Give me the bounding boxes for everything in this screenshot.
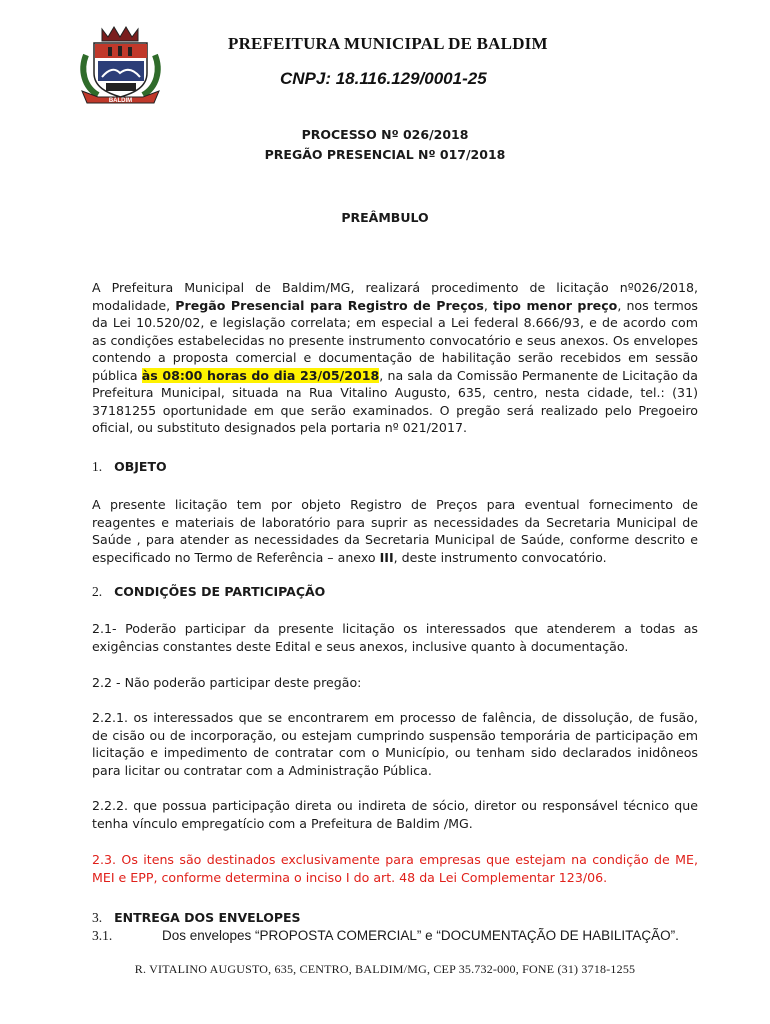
header-cnpj: CNPJ: 18.116.129/0001-25 xyxy=(280,69,487,88)
page-footer-address: R. VITALINO AUGUSTO, 635, CENTRO, BALDIM/MG, CEP 35.732-000, FONE (31) 3718-1255 xyxy=(134,962,636,976)
pregao-number: PREGÃO PRESENCIAL Nº 017/2018 xyxy=(264,147,506,162)
item-2-2-1: 2.2.1. os interessados que se encontrarem em processo de falência, de dissolução, de fusão, de cisão ou de incorporação, ou estejam cumprindo suspensão temporária de participação em licitação e impedimento de contratar com o Município, ou tenham sido declarados inidôneos para licitar ou contratar com a Administração Pública. xyxy=(92,710,698,778)
item-2-1: 2.1- Poderão participar da presente licitação os interessados que atenderem a todas as exigências constantes deste Edital e seus anexos, inclusive quanto à documentação. xyxy=(92,621,698,654)
section-envelopes-heading: 3. ENTREGA DOS ENVELOPES xyxy=(92,910,301,925)
section-participacao-heading: 2. CONDIÇÕES DE PARTICIPAÇÃO xyxy=(92,584,326,599)
subsection-text: Dos envelopes “PROPOSTA COMERCIAL” e “DOCUMENTAÇÃO DE HABILITAÇÃO”. xyxy=(162,928,679,943)
subsection-number: 3.1. xyxy=(92,928,113,943)
preambulo-heading: PREÂMBULO xyxy=(341,210,429,225)
objeto-paragraph: A presente licitação tem por objeto Registro de Preços para eventual fornecimento de reagentes e materiais de laboratório para suprir as necessidades da Secretaria Municipal de Saúde , para atender as necessidades da Secretaria Municipal de Saúde, conforme descrito e especificado no Termo de Referência – anexo III, deste instrumento convocatório. xyxy=(92,497,698,565)
item-2-2: 2.2 - Não poderão participar deste pregão: xyxy=(92,675,362,690)
preambulo-paragraph: A Prefeitura Municipal de Baldim/MG, realizará procedimento de licitação nº026/2018, modalidade, Pregão Presencial para Registro de Preços, tipo menor preço, nos termos da Lei 10.520/02, e legislação correlata; em especial a Lei federal 8.666/93, e de acordo com as condições estabelecidas no presente instrumento convocatório e seus anexos. Os envelopes contendo a proposta comercial e documentação de habilitação serão recebidos em sessão pública às 08:00 horas do dia 23/05/2018, na sala da Comissão Permanente de Licitação da Prefeitura Municipal, situada na Rua Vitalino Augusto, 635, centro, nesta cidade, tel.: (31) 37181255 oportunidade em que serão examinados. O pregão será realizado pelo Pregoeiro oficial, ou substituto designados pela portaria nº 021/2017. xyxy=(92,280,699,435)
item-2-3: 2.3. Os itens são destinados exclusivamente para empresas que estejam na condição de ME, MEI e EPP, conforme determina o inciso I do art. 48 da Lei Complementar 123/06. xyxy=(92,852,698,885)
process-number: PROCESSO Nº 026/2018 xyxy=(301,127,469,142)
svg-text:BALDIM: BALDIM xyxy=(108,98,133,104)
section-objeto-heading: 1. OBJETO xyxy=(92,459,167,474)
header-title: PREFEITURA MUNICIPAL DE BALDIM xyxy=(228,34,548,53)
session-date-highlight: às 08:00 horas do dia 23/05/2018 xyxy=(141,367,380,383)
item-2-2-2: 2.2.2. que possua participação direta ou indireta de sócio, diretor ou responsável técnico que tenha vínculo empregatício com a Prefeitura de Baldim /MG. xyxy=(92,798,698,831)
municipal-coat-of-arms xyxy=(78,25,163,107)
